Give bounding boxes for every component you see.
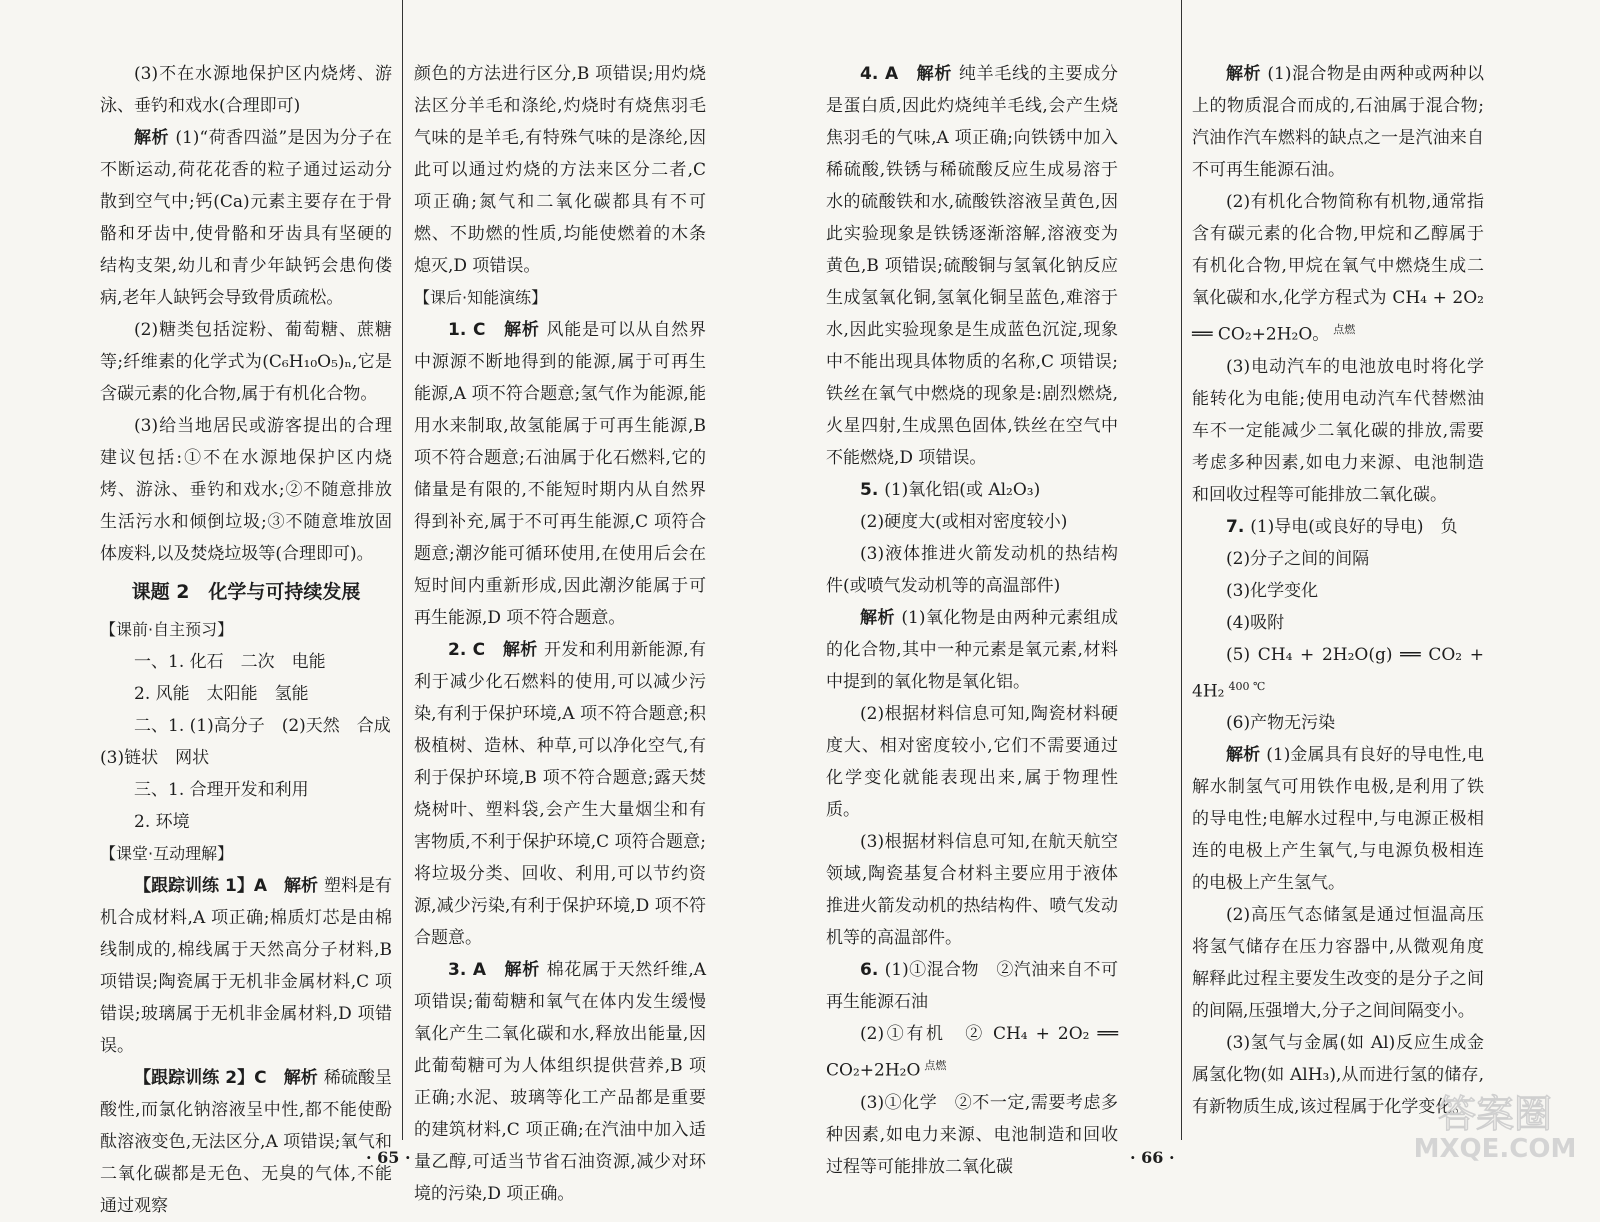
- paragraph-text: (3)①化学 ②不一定,需要考虑多种因素,如电力来源、电池制造和回收过程等可能排放二氧化碳: [826, 1092, 1118, 1177]
- paragraph: [100, 314, 392, 410]
- paragraph-text: (5) CH₄ + 2H₂O(g) ══ CO₂ + 4H₂: [1192, 644, 1484, 702]
- paragraph: [826, 826, 1118, 954]
- paragraph: [826, 474, 1118, 506]
- paragraph-text: 棉花属于天然纤维,A 项错误;葡萄糖和氧气在体内发生缓慢氧化产生二氧化碳和水,释放出能量,因此葡萄糖可为人体组织提供营养,B 项正确;水泥、玻璃等化工产品都是重要的建筑材料,C 项正确;在汽油中加入适量乙醇,可适当节省石油资源,减少对环境的污染,D 项正确。: [414, 960, 707, 1204]
- answer-lead: 解析: [1226, 64, 1268, 84]
- subsection-label: [100, 614, 392, 646]
- paragraph-text: (1)“荷香四溢”是因为分子在不断运动,荷花花香的粒子通过运动分散到空气中;钙(Ca)元素主要存在于骨骼和牙齿中,使骨骼和牙齿具有坚硬的结构支架,幼儿和青少年缺钙会患佝偻病,老年人缺钙会导致骨质疏松。: [100, 128, 392, 308]
- reaction-condition: 400 ℃: [1228, 679, 1266, 693]
- paragraph: [100, 678, 392, 710]
- paragraph-text: (2)高压气态储氢是通过恒温高压将氢气储存在压力容器中,从微观角度解释此过程主要发生改变的是分子之间的间隔,压强增大,分子之间间隔变小。: [1192, 905, 1484, 1022]
- right-col-1: [826, 58, 1118, 1183]
- column-divider: [1181, 0, 1182, 1140]
- reaction-condition: 点燃: [924, 1059, 947, 1072]
- paragraph: [100, 742, 392, 774]
- answer-lead: 【跟踪训练 2】C 解析: [134, 1068, 324, 1088]
- paragraph-text: 三、1. 合理开发和利用: [134, 780, 309, 800]
- paragraph: [100, 58, 392, 122]
- paragraph-text: (1)混合物是由两种或两种以上的物质混合而成的,石油属于混合物;汽油作汽车燃料的缺点之一是汽油来自不可再生能源石油。: [1192, 64, 1484, 180]
- paragraph: [414, 314, 706, 634]
- paragraph: [100, 646, 392, 678]
- paragraph-text: (3)给当地居民或游客提出的合理建议包括:①不在水源地保护区内烧烤、游泳、垂钓和戏水;②不随意排放生活污水和倾倒垃圾;③不随意堆放固体废料,以及焚烧垃圾等(合理即可)。: [100, 416, 392, 564]
- paragraph: [1192, 511, 1484, 543]
- paragraph-text: 【课后·知能演练】: [414, 288, 548, 307]
- paragraph: [1192, 639, 1484, 708]
- answer-lead: 解析: [134, 128, 176, 148]
- answer-lead: 5.: [860, 480, 885, 500]
- watermark-sub: MXQE.COM: [1413, 1134, 1577, 1163]
- paragraph-text: (1)①混合物 ②汽油来自不可再生能源石油: [826, 960, 1118, 1012]
- right-col-2: [1192, 58, 1484, 1123]
- paragraph: [414, 58, 706, 282]
- paragraph: [826, 538, 1118, 602]
- answer-lead: 解析: [1226, 745, 1267, 766]
- paragraph: [100, 122, 392, 314]
- paragraph-text: 二、1. (1)高分子 (2)天然 合成: [134, 716, 391, 736]
- page-number: · 66 ·: [1130, 1148, 1175, 1167]
- paragraph: [1192, 543, 1484, 575]
- answer-lead: 1. C 解析: [448, 320, 547, 340]
- paragraph: [826, 1087, 1118, 1183]
- paragraph-text: (3)液体推进火箭发动机的热结构件(或喷气发动机等的高温部件): [826, 544, 1118, 596]
- left-col-1: [100, 58, 392, 1222]
- answer-lead: 3. A 解析: [448, 960, 547, 980]
- paragraph: [100, 410, 392, 570]
- paragraph: [826, 1018, 1118, 1087]
- paragraph-text: 一、1. 化石 二次 电能: [134, 652, 326, 672]
- paragraph-text: (2)分子之间的间隔: [1226, 548, 1370, 569]
- answer-lead: 7.: [1226, 516, 1251, 537]
- reaction-condition: 点燃: [1333, 323, 1356, 336]
- paragraph-text: 2. 环境: [134, 812, 190, 832]
- paragraph-text: 颜色的方法进行区分,B 项错误;用灼烧法区分羊毛和涤纶,灼烧时有烧焦羽毛气味的是羊毛,有特殊气味的是涤纶,因此可以通过灼烧的方法来区分二者,C 项正确;氮气和二氧化碳都具有不可燃、不助燃的性质,均能使燃着的木条熄灭,D 项错误。: [414, 64, 706, 276]
- paragraph-text: 【课堂·互动理解】: [100, 844, 234, 863]
- paragraph: [1192, 351, 1484, 511]
- watermark-text: 答案圈: [1437, 1092, 1553, 1136]
- paragraph-text: (1)导电(或良好的导电) 负: [1250, 516, 1458, 537]
- watermark-logo: [1410, 1083, 1580, 1163]
- paragraph-text: (2)硬度大(或相对密度较小): [860, 512, 1068, 532]
- paragraph: [1192, 58, 1484, 186]
- paragraph-text: 塑料是有机合成材料,A 项正确;棉质灯芯是由棉线制成的,棉线属于天然高分子材料,B 项错误;陶瓷属于无机非金属材料,C 项错误;玻璃属于无机非金属材料,D 项错误。: [100, 876, 393, 1056]
- answer-lead: 【跟踪训练 1】A 解析: [134, 876, 324, 896]
- paragraph: [826, 698, 1118, 826]
- paragraph-text: (2)根据材料信息可知,陶瓷材料硬度大、相对密度较小,它们不需要通过化学变化就能表现出来,属于物理性质。: [826, 704, 1118, 820]
- paragraph-text: (3)电动汽车的电池放电时将化学能转化为电能;使用电动汽车代替燃油车不一定能减少二氧化碳的排放,需要考虑多种因素,如电力来源、电池制造和回收过程等可能排放二氧化碳。: [1192, 356, 1484, 505]
- paragraph-text: (2)①有机 ② CH₄ + 2O₂ ══ CO₂+2H₂O: [826, 1024, 1118, 1081]
- paragraph-text: (2)有机化合物简称有机物,通常指含有碳元素的化合物,甲烷和乙醇属于有机化合物,甲烷在氧气中燃烧生成二氧化碳和水,化学方程式为 CH₄ + 2O₂ ══ CO₂+2H₂O。: [1192, 192, 1484, 345]
- paragraph-text: (3)根据材料信息可知,在航天航空领域,陶瓷基复合材料主要应用于液体推进火箭发动机的热结构件、喷气发动机等的高温部件。: [826, 832, 1118, 948]
- paragraph-text: 课题 2 化学与可持续发展: [131, 581, 361, 603]
- paragraph-text: (1)氧化物是由两种元素组成的化合物,其中一种元素是氧元素,材料中提到的氧化物是氧化铝。: [826, 608, 1118, 692]
- paragraph: [100, 710, 392, 742]
- paragraph: [826, 602, 1118, 698]
- left-col-2: [414, 58, 706, 1210]
- paragraph-text: 风能是可以从自然界中源源不断地得到的能源,属于可再生能源,A 项不符合题意;氢气作为能源,能用水来制取,故氢能属于可再生能源,B 项不符合题意;石油属于化石燃料,它的储量是有限的,不能短时期内从自然界得到补充,属于不可再生能源,C 项符合题意;潮汐能可循环使用,在使用后会在短时间内重新形成,因此潮汐能属于可再生能源,D 项不符合题意。: [414, 320, 706, 628]
- paragraph: [100, 1062, 392, 1222]
- paragraph-text: (3)不在水源地保护区内烧烤、游泳、垂钓和戏水(合理即可): [100, 64, 392, 116]
- paragraph: [100, 774, 392, 806]
- paragraph: [1192, 739, 1484, 899]
- paragraph: [1192, 607, 1484, 639]
- paragraph-text: 【课前·自主预习】: [100, 620, 234, 639]
- paragraph-text: 2. 风能 太阳能 氢能: [134, 684, 309, 704]
- paragraph-text: (1)金属具有良好的导电性,电解水制氢气可用铁作电极,是利用了铁的导电性;电解水过程中,与电源正极相连的电极上产生氧气,与电源负极相连的电极上产生氢气。: [1192, 745, 1485, 894]
- paragraph: [1192, 707, 1484, 739]
- paragraph-text: (1)氧化铝(或 Al₂O₃): [884, 480, 1041, 500]
- paragraph: [414, 954, 706, 1210]
- answer-lead: 解析: [860, 608, 902, 628]
- paragraph: [1192, 186, 1484, 351]
- paragraph: [1192, 575, 1484, 607]
- paragraph: [414, 634, 706, 954]
- answer-lead: 4. A 解析: [860, 64, 959, 84]
- paragraph-text: 开发和利用新能源,有利于减少化石燃料的使用,可以减少污染,有利于保护环境,A 项不符合题意;积极植树、造林、种草,可以净化空气,有利于保护环境,B 项不符合题意;露天焚烧树叶、塑料袋,会产生大量烟尘和有害物质,不利于保护环境,C 项符合题意;将垃圾分类、回收、利用,可以节约资源,减少污染,有利于保护环境,D 项不符合题意。: [414, 640, 706, 948]
- paragraph-text: (4)吸附: [1226, 612, 1285, 633]
- subsection-label: [414, 282, 706, 314]
- answer-lead: 6.: [860, 960, 885, 980]
- paragraph-text: 稀硫酸呈酸性,而氯化钠溶液呈中性,都不能使酚酞溶液变色,无法区分,A 项错误;氧气和二氧化碳都是无色、无臭的气体,不能通过观察: [100, 1068, 392, 1216]
- paragraph: [826, 954, 1118, 1018]
- paragraph-text: (6)产物无污染: [1226, 713, 1336, 734]
- page-number: · 65 ·: [366, 1148, 411, 1167]
- paragraph: [826, 58, 1118, 474]
- paragraph-text: (3)化学变化: [1226, 580, 1319, 601]
- paragraph-text: (3)氢气与金属(如 Al)反应生成金属氢化物(如 AlH₃),从而进行氢的储存,有新物质生成,该过程属于化学变化。: [1192, 1033, 1484, 1118]
- column-divider: [402, 0, 403, 1140]
- subsection-label: [100, 838, 392, 870]
- left-page: [0, 0, 800, 1216]
- answer-lead: 2. C 解析: [448, 640, 544, 660]
- paragraph: [826, 506, 1118, 538]
- paragraph-text: 纯羊毛线的主要成分是蛋白质,因此灼烧纯羊毛线,会产生烧焦羽毛的气味,A 项正确;向铁锈中加入稀硫酸,铁锈与稀硫酸反应生成易溶于水的硫酸铁和水,硫酸铁溶液呈黄色,因此实验现象是铁锈逐渐溶解,溶液变为黄色,B 项错误;硫酸铜与氢氧化钠反应生成氢氧化铜,氢氧化铜呈蓝色,难溶于水,因此实验现象是生成蓝色沉淀,现象中不能出现具体物质的名称,C 项错误;铁丝在氧气中燃烧的现象是:剧烈燃烧,火星四射,生成黑色固体,铁丝在空气中不能燃烧,D 项错误。: [826, 64, 1118, 468]
- paragraph: [100, 806, 392, 838]
- right-page: [800, 0, 1600, 1177]
- paragraph-text: (2)糖类包括淀粉、葡萄糖、蔗糖等;纤维素的化学式为(C₆H₁₀O₅)ₙ,它是含碳元素的化合物,属于有机化合物。: [100, 320, 392, 404]
- section-heading: [100, 576, 392, 608]
- paragraph-text: (3)链状 网状: [100, 748, 210, 768]
- paragraph: [100, 870, 392, 1062]
- paragraph: [1192, 899, 1484, 1027]
